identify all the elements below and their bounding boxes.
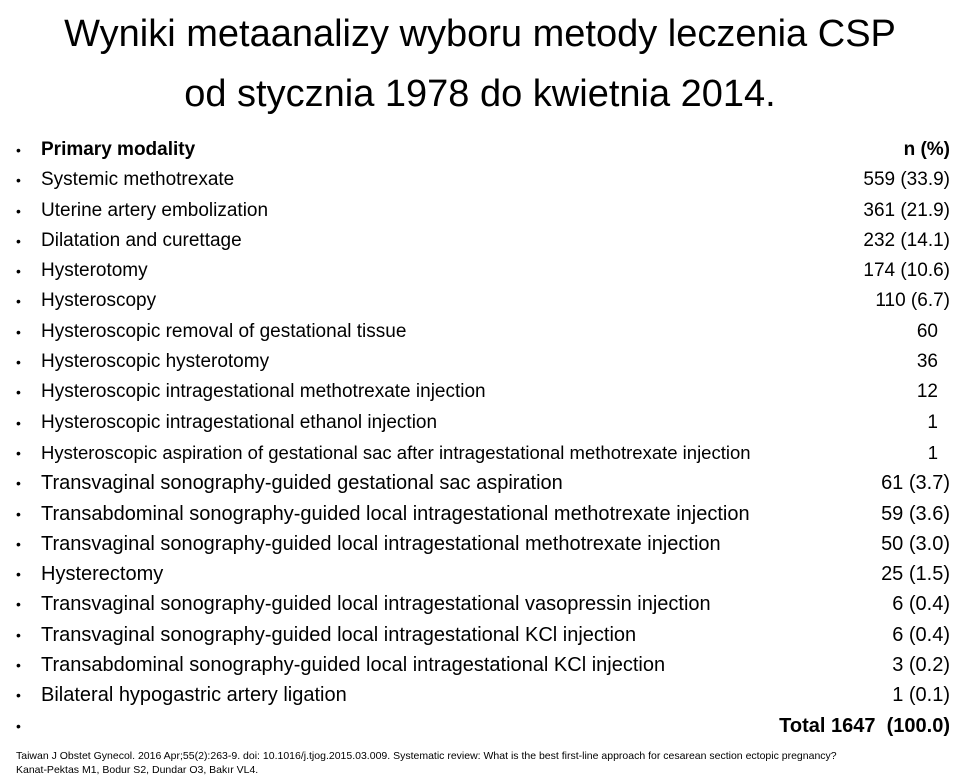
list-item — [0, 165, 960, 195]
bullet-icon: • — [16, 475, 21, 492]
bullet-icon: • — [16, 535, 21, 552]
bullet-icon: • — [16, 323, 21, 340]
modality-label: Hysterotomy — [41, 260, 148, 282]
bullet-icon: • — [16, 566, 21, 583]
modality-count: 36 — [916, 351, 938, 373]
list-item — [0, 468, 960, 498]
citation-line-2: Kanat-Pektas M1, Bodur S2, Dundar O3, Bakır VL4. — [16, 764, 259, 776]
bullet-icon: • — [16, 354, 21, 371]
list-item — [0, 499, 960, 529]
list-item — [0, 650, 960, 680]
bullet-icon: • — [16, 142, 21, 158]
list-item — [0, 529, 960, 559]
slide-title-line-2: od stycznia 1978 do kwietnia 2014. — [184, 73, 776, 115]
bullet-icon: • — [16, 172, 21, 189]
modality-count: 1 (0.1) — [892, 684, 950, 707]
list-header-row — [0, 135, 960, 165]
modality-count: 60 — [916, 320, 938, 342]
bullet-icon: • — [16, 505, 21, 522]
modality-count: 361 (21.9) — [863, 199, 950, 221]
modality-label: Bilateral hypogastric artery ligation — [41, 684, 347, 707]
citation-footer — [16, 749, 837, 777]
modality-label: Hysterectomy — [41, 563, 164, 586]
modality-label: Hysteroscopic intragestational ethanol injection — [41, 411, 438, 433]
list-item — [0, 377, 960, 407]
modality-count: 6 (0.4) — [892, 593, 950, 616]
list-item — [0, 226, 960, 256]
modality-label: Transabdominal sonography-guided local intragestational KCl injection — [41, 654, 666, 677]
modality-label: Hysteroscopic removal of gestational tissue — [41, 320, 407, 342]
bullet-icon: • — [16, 657, 21, 674]
list-item — [0, 347, 960, 377]
modality-label: Dilatation and curettage — [41, 229, 242, 251]
total-label: Total 1647 — [779, 714, 876, 737]
modality-count: 25 (1.5) — [881, 563, 950, 586]
modality-label: Uterine artery embolization — [41, 199, 269, 221]
total-value — [779, 711, 950, 741]
modality-label: Systemic methotrexate — [41, 169, 235, 191]
bullet-icon: • — [16, 687, 21, 704]
bullet-icon: • — [16, 596, 21, 613]
citation-line-1: Taiwan J Obstet Gynecol. 2016 Apr;55(2):263-9. doi: 10.1016/j.tjog.2015.03.009. Systematic review: What is the best first-line approach for cesarean section ectopic pregnancy? — [16, 750, 837, 762]
modality-count: 59 (3.6) — [881, 502, 950, 525]
slide-title — [0, 0, 960, 124]
bullet-icon: • — [16, 263, 21, 280]
bullet-icon: • — [16, 384, 21, 401]
modality-count: 110 (6.7) — [875, 290, 950, 312]
modality-count: 1 — [927, 441, 938, 463]
list-item — [0, 317, 960, 347]
modality-count: 50 (3.0) — [881, 532, 950, 555]
list-item — [0, 196, 960, 226]
modality-label: Hysteroscopic hysterotomy — [41, 351, 270, 373]
total-row — [0, 711, 960, 741]
modality-count: 559 (33.9) — [863, 169, 950, 191]
modality-list — [0, 135, 960, 741]
total-percent: (100.0) — [886, 714, 950, 737]
modality-count: 6 (0.4) — [892, 623, 950, 646]
modality-count: 3 (0.2) — [892, 654, 950, 677]
modality-count: 232 (14.1) — [863, 229, 950, 251]
modality-label: Transvaginal sonography-guided local intragestational methotrexate injection — [41, 532, 721, 555]
modality-label: Transabdominal sonography-guided local intragestational methotrexate injection — [41, 502, 750, 525]
list-item — [0, 620, 960, 650]
slide-title-line-1: Wyniki metaanalizy wyboru metody leczenia CSP — [64, 13, 896, 55]
bullet-icon: • — [16, 414, 21, 431]
column-header-count: n (%) — [903, 139, 950, 160]
list-item — [0, 559, 960, 589]
modality-count: 1 — [927, 411, 938, 433]
list-item — [0, 589, 960, 619]
modality-label: Transvaginal sonography-guided gestational sac aspiration — [41, 472, 563, 495]
bullet-icon: • — [16, 626, 21, 643]
bullet-icon: • — [16, 444, 21, 461]
list-item — [0, 408, 960, 438]
bullet-icon: • — [16, 232, 21, 249]
bullet-icon: • — [16, 202, 21, 219]
modality-count: 61 (3.7) — [881, 472, 950, 495]
bullet-icon: • — [16, 717, 21, 734]
modality-label: Transvaginal sonography-guided local intragestational vasopressin injection — [41, 593, 711, 616]
bullet-icon: • — [16, 293, 21, 310]
column-header-modality: Primary modality — [41, 139, 196, 160]
modality-count: 174 (10.6) — [863, 260, 950, 282]
list-item — [0, 286, 960, 316]
modality-label: Transvaginal sonography-guided local intragestational KCl injection — [41, 623, 637, 646]
modality-label: Hysteroscopic intragestational methotrexate injection — [41, 381, 486, 403]
list-item — [0, 680, 960, 710]
list-item — [0, 438, 960, 468]
modality-count: 12 — [916, 381, 938, 403]
list-item — [0, 256, 960, 286]
modality-label: Hysteroscopy — [41, 290, 157, 312]
modality-label: Hysteroscopic aspiration of gestational sac after intragestational methotrexate injection — [41, 441, 751, 463]
